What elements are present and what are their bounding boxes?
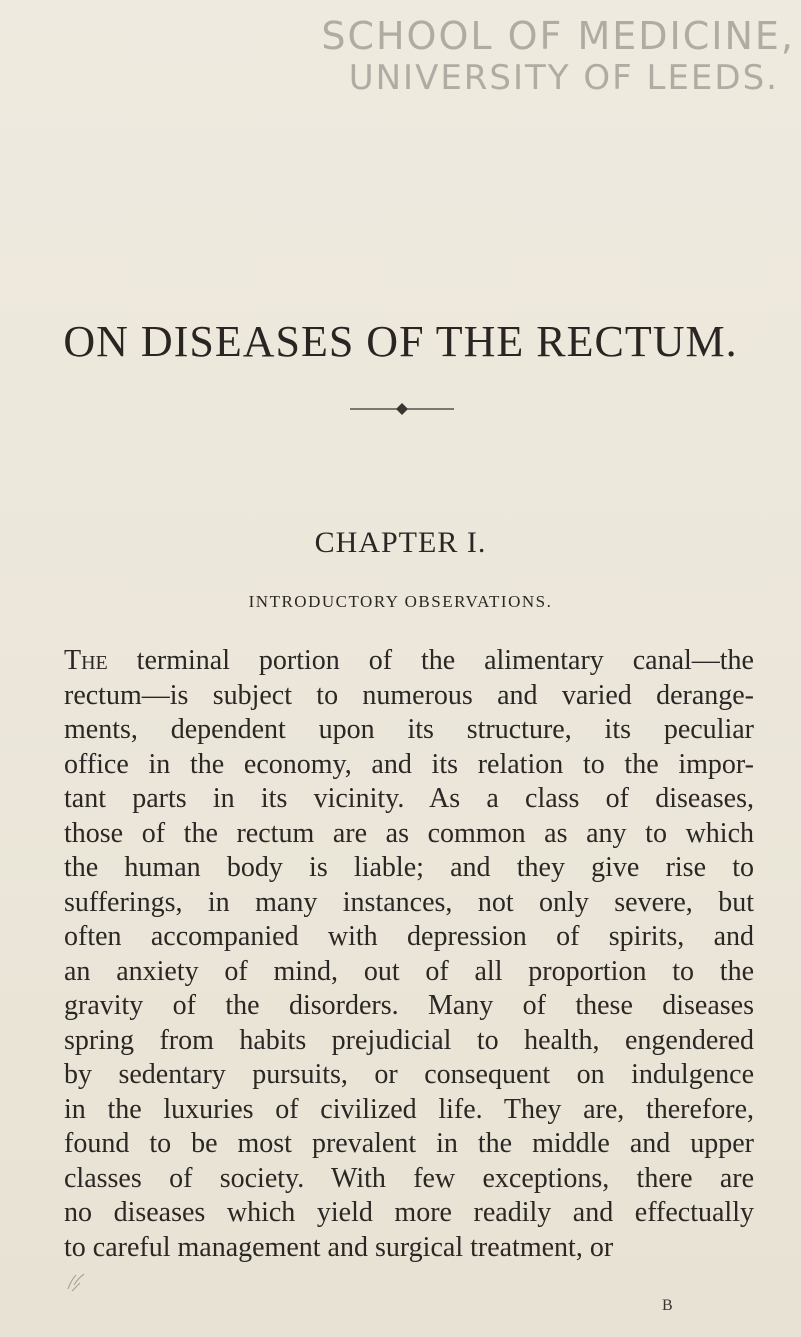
text-line: classes of society. With few exceptions, there are [64, 1162, 754, 1194]
opening-word: The [64, 645, 108, 676]
page-title: ON DISEASES OF THE RECTUM. [63, 317, 738, 366]
chapter-heading: CHAPTER I. [314, 526, 487, 559]
signature-mark: B [662, 1297, 673, 1314]
divider-ornament-icon [350, 402, 454, 416]
text-line: gravity of the disorders. Many of these diseases [64, 990, 754, 1021]
text-line: rectum—is subject to numerous and varied derange- [64, 679, 754, 711]
text-line: often accompanied with depression of spirits, and [64, 921, 754, 952]
text-line: sufferings, in many instances, not only severe, but [64, 886, 754, 918]
text-line: no diseases which yield more readily and effectually [64, 1197, 754, 1228]
text-line: to careful management and surgical treatment, or [64, 1231, 614, 1263]
text-line: office in the economy, and its relation to the impor- [64, 748, 754, 780]
text-line: in the luxuries of civilized life. They are, therefore, [64, 1093, 754, 1125]
library-stamp-line1: SCHOOL OF MEDICINE, [321, 14, 795, 58]
text-line: ments, dependent upon its structure, its peculiar [64, 714, 754, 745]
text-line: an anxiety of mind, out of all proportion to the [64, 955, 754, 987]
chapter-subheading: INTRODUCTORY OBSERVATIONS. [248, 592, 553, 611]
body-text [64, 644, 754, 1265]
text-line: those of the rectum are as common as any to which [64, 817, 754, 849]
pencil-mark-icon [66, 1271, 88, 1293]
text-line-content: terminal portion of the alimentary canal—the [107, 645, 754, 676]
text-line: spring from habits prejudicial to health, engendered [64, 1024, 754, 1056]
text-line: by sedentary pursuits, or consequent on indulgence [64, 1059, 754, 1090]
text-line: found to be most prevalent in the middle and upper [64, 1128, 754, 1159]
text-line: tant parts in its vicinity. As a class of diseases, [64, 783, 754, 814]
text-line: the human body is liable; and they give rise to [64, 852, 754, 883]
library-stamp-line2: UNIVERSITY OF LEEDS. [348, 58, 779, 98]
text-line [64, 644, 754, 679]
